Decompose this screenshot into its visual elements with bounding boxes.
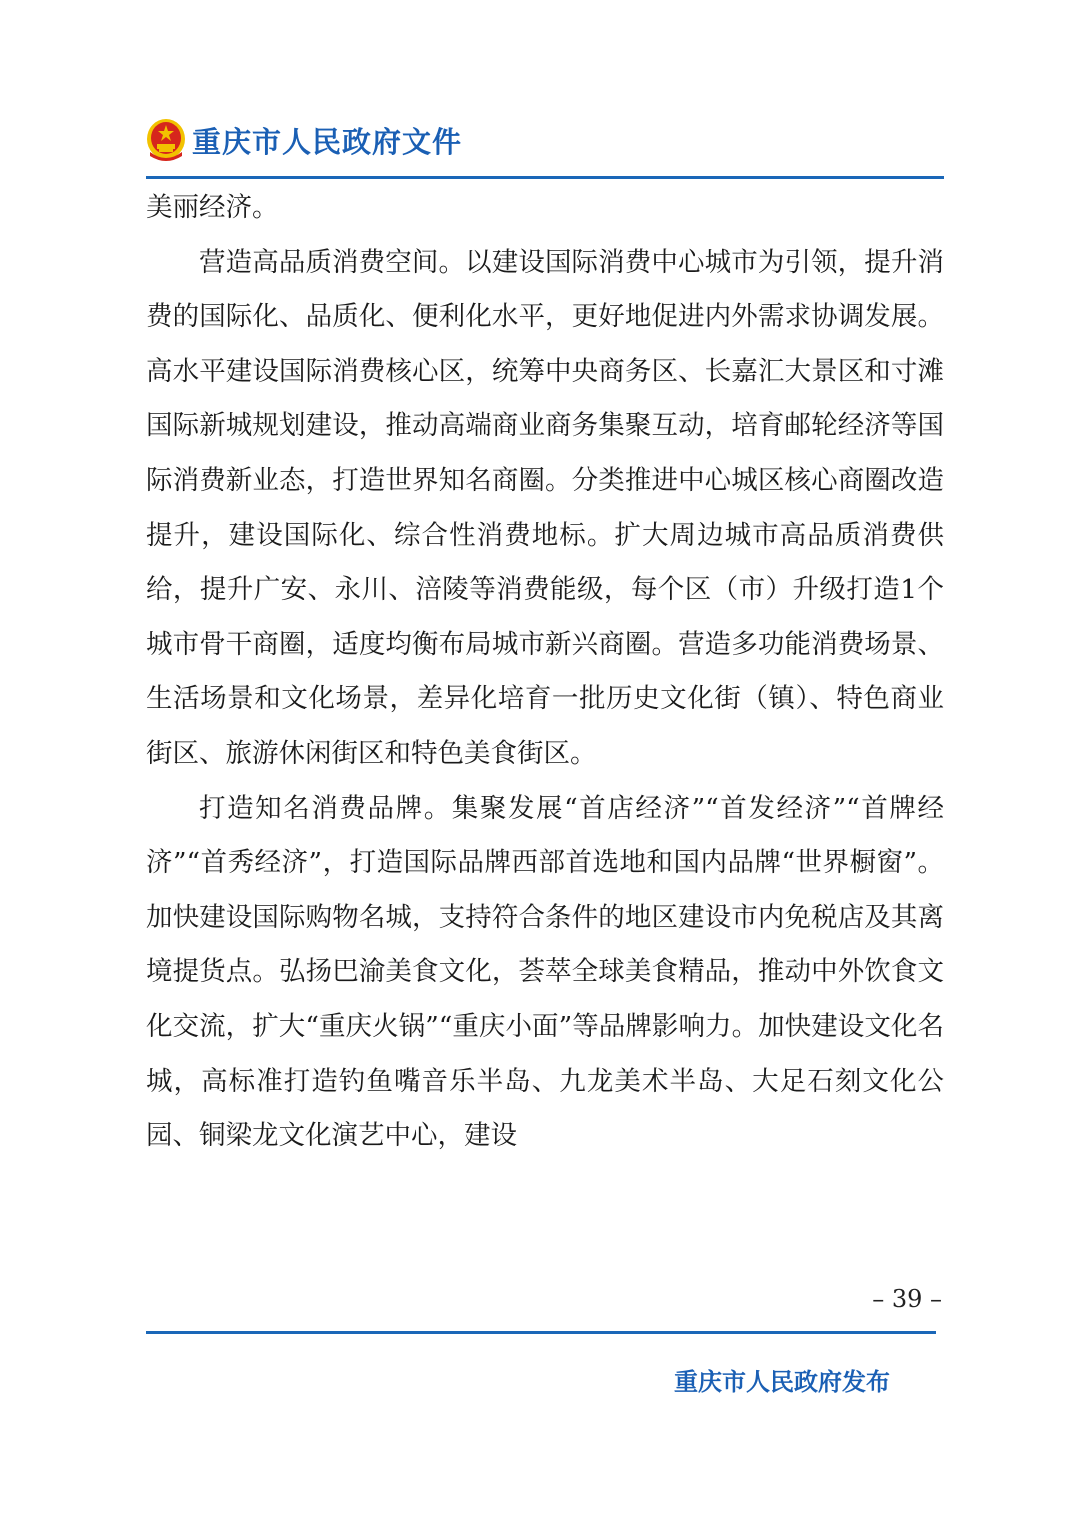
footer-divider [146, 1331, 936, 1334]
paragraph-consumption-brands: 打造知名消费品牌。集聚发展“首店经济”“首发经济”“首牌经济”“首秀经济”，打造国际品牌西部首选地和国内品牌“世界橱窗”。加快建设国际购物名城，支持符合条件的地区建设市内免税店及其离境提货点。弘扬巴渝美食文化，荟萃全球美食精品，推动中外饮食文化交流，扩大“重庆火锅”“重庆小面”等品牌影响力。加快建设文化名城，高标准打造钓鱼嘴音乐半岛、九龙美术半岛、大足石刻文化公园、铜梁龙文化演艺中心，建设 [146, 792, 944, 1152]
page-number: – 39 – [872, 1285, 942, 1313]
national-emblem-icon [146, 118, 186, 162]
paragraph-consumption-space: 营造高品质消费空间。以建设国际消费中心城市为引领，提升消费的国际化、品质化、便利化水平，更好地促进内外需求协调发展。高水平建设国际消费核心区，统筹中央商务区、长嘉汇大景区和寸滩国际新城规划建设，推动高端商业商务集聚互动，培育邮轮经济等国际消费新业态，打造世界知名商圈。分类推进中心城区核心商圈改造提升，建设国际化、综合性消费地标。扩大周边城市高品质消费供给，提升广安、永川、涪陵等消费能级，每个区（市）升级打造1个城市骨干商圈，适度均衡布局城市新兴商圈。营造多功能消费场景、生活场景和文化场景，差异化培育一批历史文化街（镇）、特色商业街区、旅游休闲街区和特色美食街区。 [146, 246, 944, 769]
footer-title: 重庆市人民政府发布 [674, 1368, 890, 1396]
header-title: 重庆市人民政府文件 [192, 124, 463, 159]
paragraph-continuation: 美丽经济。 [146, 192, 279, 223]
header-divider [146, 176, 944, 179]
document-header [146, 118, 462, 162]
document-body [146, 181, 944, 1164]
